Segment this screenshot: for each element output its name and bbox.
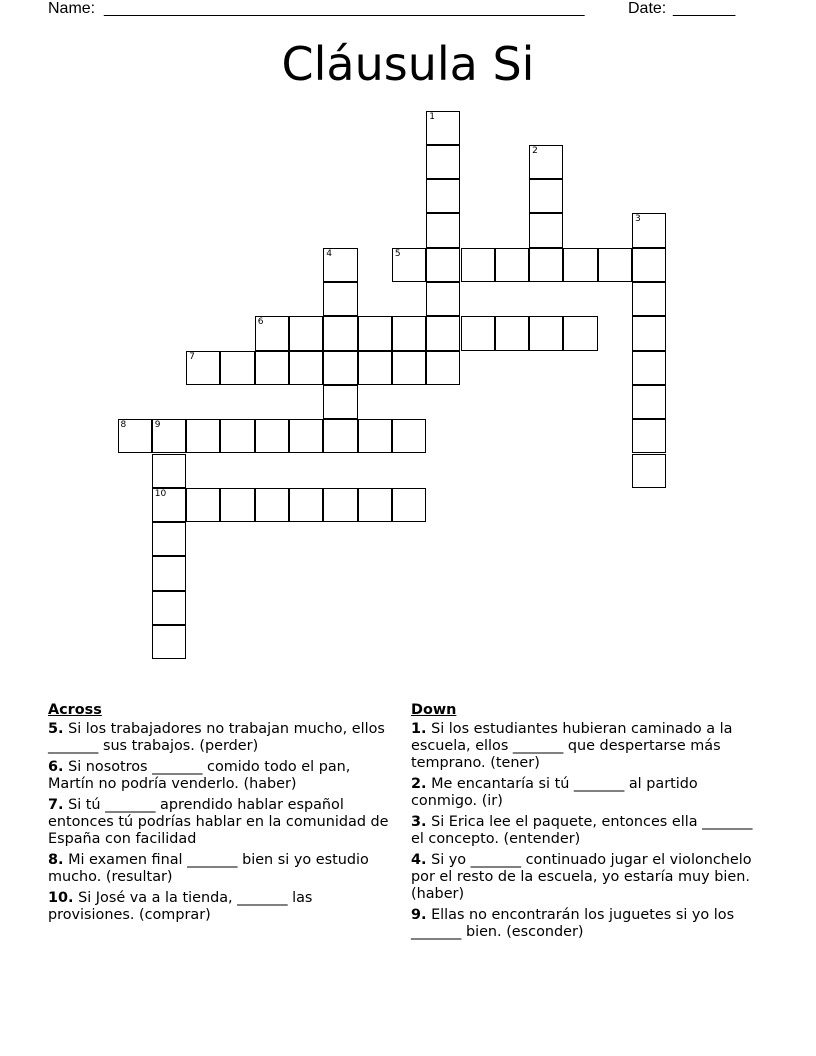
crossword-cell[interactable] <box>529 145 563 179</box>
crossword-cell[interactable] <box>255 316 289 350</box>
cell-number: 3 <box>635 214 641 225</box>
across-clue <box>48 852 398 886</box>
across-clue <box>48 759 398 793</box>
crossword-cell[interactable] <box>632 213 666 247</box>
down-clue <box>411 721 756 772</box>
clue-text: Mi examen final _______ bien si yo estudio mucho. (resultar) <box>48 852 369 885</box>
crossword-cell[interactable] <box>632 419 666 453</box>
cell-number: 5 <box>394 248 401 259</box>
crossword-cell[interactable] <box>632 385 666 419</box>
date-label: Date: <box>628 0 667 17</box>
crossword-cell[interactable] <box>358 351 392 385</box>
crossword-cell[interactable] <box>529 213 563 247</box>
crossword-cell[interactable] <box>152 419 186 453</box>
crossword-cell[interactable] <box>323 316 357 350</box>
crossword-cell[interactable] <box>461 248 495 282</box>
clue-number: 4. <box>411 852 427 868</box>
crossword-cell[interactable] <box>255 488 289 522</box>
crossword-cell[interactable] <box>152 625 186 659</box>
crossword-cell[interactable] <box>358 419 392 453</box>
clue-text: Si nosotros _______ comido todo el pan, Martín no podría venderlo. (haber) <box>48 759 351 792</box>
crossword-cell[interactable] <box>392 248 426 282</box>
crossword-cell[interactable] <box>632 316 666 350</box>
crossword-cell[interactable] <box>152 591 186 625</box>
clue-number: 7. <box>48 797 64 813</box>
crossword-cell[interactable] <box>289 351 323 385</box>
crossword-cell[interactable] <box>186 351 220 385</box>
across-clue <box>48 890 398 924</box>
clue-text: Si los trabajadores no trabajan mucho, ellos _______ sus trabajos. (perder) <box>48 721 385 754</box>
clue-number: 10. <box>48 890 74 906</box>
down-clue <box>411 852 756 903</box>
crossword-cell[interactable] <box>289 316 323 350</box>
crossword-cell[interactable] <box>632 454 666 488</box>
date-blank[interactable]: _______ <box>673 0 736 17</box>
crossword-cell[interactable] <box>495 248 529 282</box>
crossword-cell[interactable] <box>255 351 289 385</box>
crossword-cell[interactable] <box>529 316 563 350</box>
clue-number: 9. <box>411 907 427 923</box>
crossword-cell[interactable] <box>323 419 357 453</box>
crossword-cell[interactable] <box>323 351 357 385</box>
across-clues <box>48 700 398 928</box>
page-title: Cláusula Si <box>281 37 535 91</box>
down-clue <box>411 776 756 810</box>
crossword-cell[interactable] <box>220 419 254 453</box>
crossword-cell[interactable] <box>152 454 186 488</box>
across-clue <box>48 721 398 755</box>
crossword-cell[interactable] <box>220 488 254 522</box>
clue-text: Ellas no encontrarán los juguetes si yo los _______ bien. (esconder) <box>411 907 735 940</box>
crossword-cell[interactable] <box>426 145 460 179</box>
cell-number: 7 <box>189 351 195 362</box>
crossword-cell[interactable] <box>392 488 426 522</box>
crossword-cell[interactable] <box>563 316 597 350</box>
crossword-cell[interactable] <box>323 488 357 522</box>
down-clue <box>411 907 756 941</box>
down-clue-list <box>411 721 756 941</box>
crossword-cell[interactable] <box>563 248 597 282</box>
cell-number: 9 <box>154 420 161 431</box>
cell-number: 8 <box>120 420 127 431</box>
crossword-cell[interactable] <box>152 522 186 556</box>
cell-number: 1 <box>429 111 435 122</box>
crossword-cell[interactable] <box>426 316 460 350</box>
crossword-cell[interactable] <box>289 488 323 522</box>
down-clues <box>411 700 756 945</box>
crossword-cell[interactable] <box>426 282 460 316</box>
crossword-cell[interactable] <box>426 351 460 385</box>
crossword-cell[interactable] <box>152 556 186 590</box>
clue-text: Si tú _______ aprendido hablar español entonces tú podrías hablar en la comunidad de España con facilidad <box>48 797 389 847</box>
crossword-cell[interactable] <box>118 419 152 453</box>
name-blank[interactable]: ______________________________________________________ <box>104 0 585 17</box>
crossword-cell[interactable] <box>392 316 426 350</box>
clue-number: 5. <box>48 721 64 737</box>
down-heading: Down <box>411 702 457 718</box>
crossword-cell[interactable] <box>358 316 392 350</box>
crossword-cell[interactable] <box>152 488 186 522</box>
crossword-cell[interactable] <box>220 351 254 385</box>
clue-text: Si los estudiantes hubieran caminado a la escuela, ellos _______ que despertarse más temprano. (tener) <box>411 721 733 771</box>
crossword-cell[interactable] <box>426 179 460 213</box>
cell-number: 4 <box>326 248 333 259</box>
clue-number: 1. <box>411 721 427 737</box>
crossword-cell[interactable] <box>529 179 563 213</box>
clue-text: Me encantaría si tú _______ al partido conmigo. (ir) <box>411 776 698 809</box>
crossword-cell[interactable] <box>598 248 632 282</box>
crossword-cell[interactable] <box>255 419 289 453</box>
crossword-cell[interactable] <box>632 282 666 316</box>
crossword-cell[interactable] <box>426 111 460 145</box>
crossword-cell[interactable] <box>529 248 563 282</box>
clue-number: 8. <box>48 852 64 868</box>
crossword-cell[interactable] <box>186 488 220 522</box>
crossword-cell[interactable] <box>461 316 495 350</box>
cell-number: 10 <box>154 488 167 499</box>
crossword-cell[interactable] <box>323 385 357 419</box>
crossword-cell[interactable] <box>426 248 460 282</box>
crossword-cell[interactable] <box>495 316 529 350</box>
clue-text: Si yo _______ continuado jugar el violonchelo por el resto de la escuela, yo estaría muy bien. (haber) <box>411 852 752 902</box>
crossword-cell[interactable] <box>632 351 666 385</box>
clue-text: Si Erica lee el paquete, entonces ella _______ el concepto. (entender) <box>411 814 753 847</box>
across-clue-list <box>48 721 398 924</box>
clue-number: 3. <box>411 814 427 830</box>
clue-number: 6. <box>48 759 64 775</box>
crossword-cell[interactable] <box>358 488 392 522</box>
across-clue <box>48 797 398 848</box>
clue-number: 2. <box>411 776 427 792</box>
down-clue <box>411 814 756 848</box>
crossword-cell[interactable] <box>323 282 357 316</box>
cell-number: 2 <box>532 145 538 156</box>
crossword-cell[interactable] <box>392 351 426 385</box>
crossword-cell[interactable] <box>323 248 357 282</box>
across-heading: Across <box>48 702 102 718</box>
crossword-cell[interactable] <box>392 419 426 453</box>
clue-text: Si José va a la tienda, _______ las provisiones. (comprar) <box>48 890 313 923</box>
crossword-cell[interactable] <box>632 248 666 282</box>
cell-number: 6 <box>257 317 264 328</box>
crossword-cell[interactable] <box>186 419 220 453</box>
name-label: Name: <box>48 0 96 17</box>
crossword-cell[interactable] <box>289 419 323 453</box>
crossword-cell[interactable] <box>426 213 460 247</box>
